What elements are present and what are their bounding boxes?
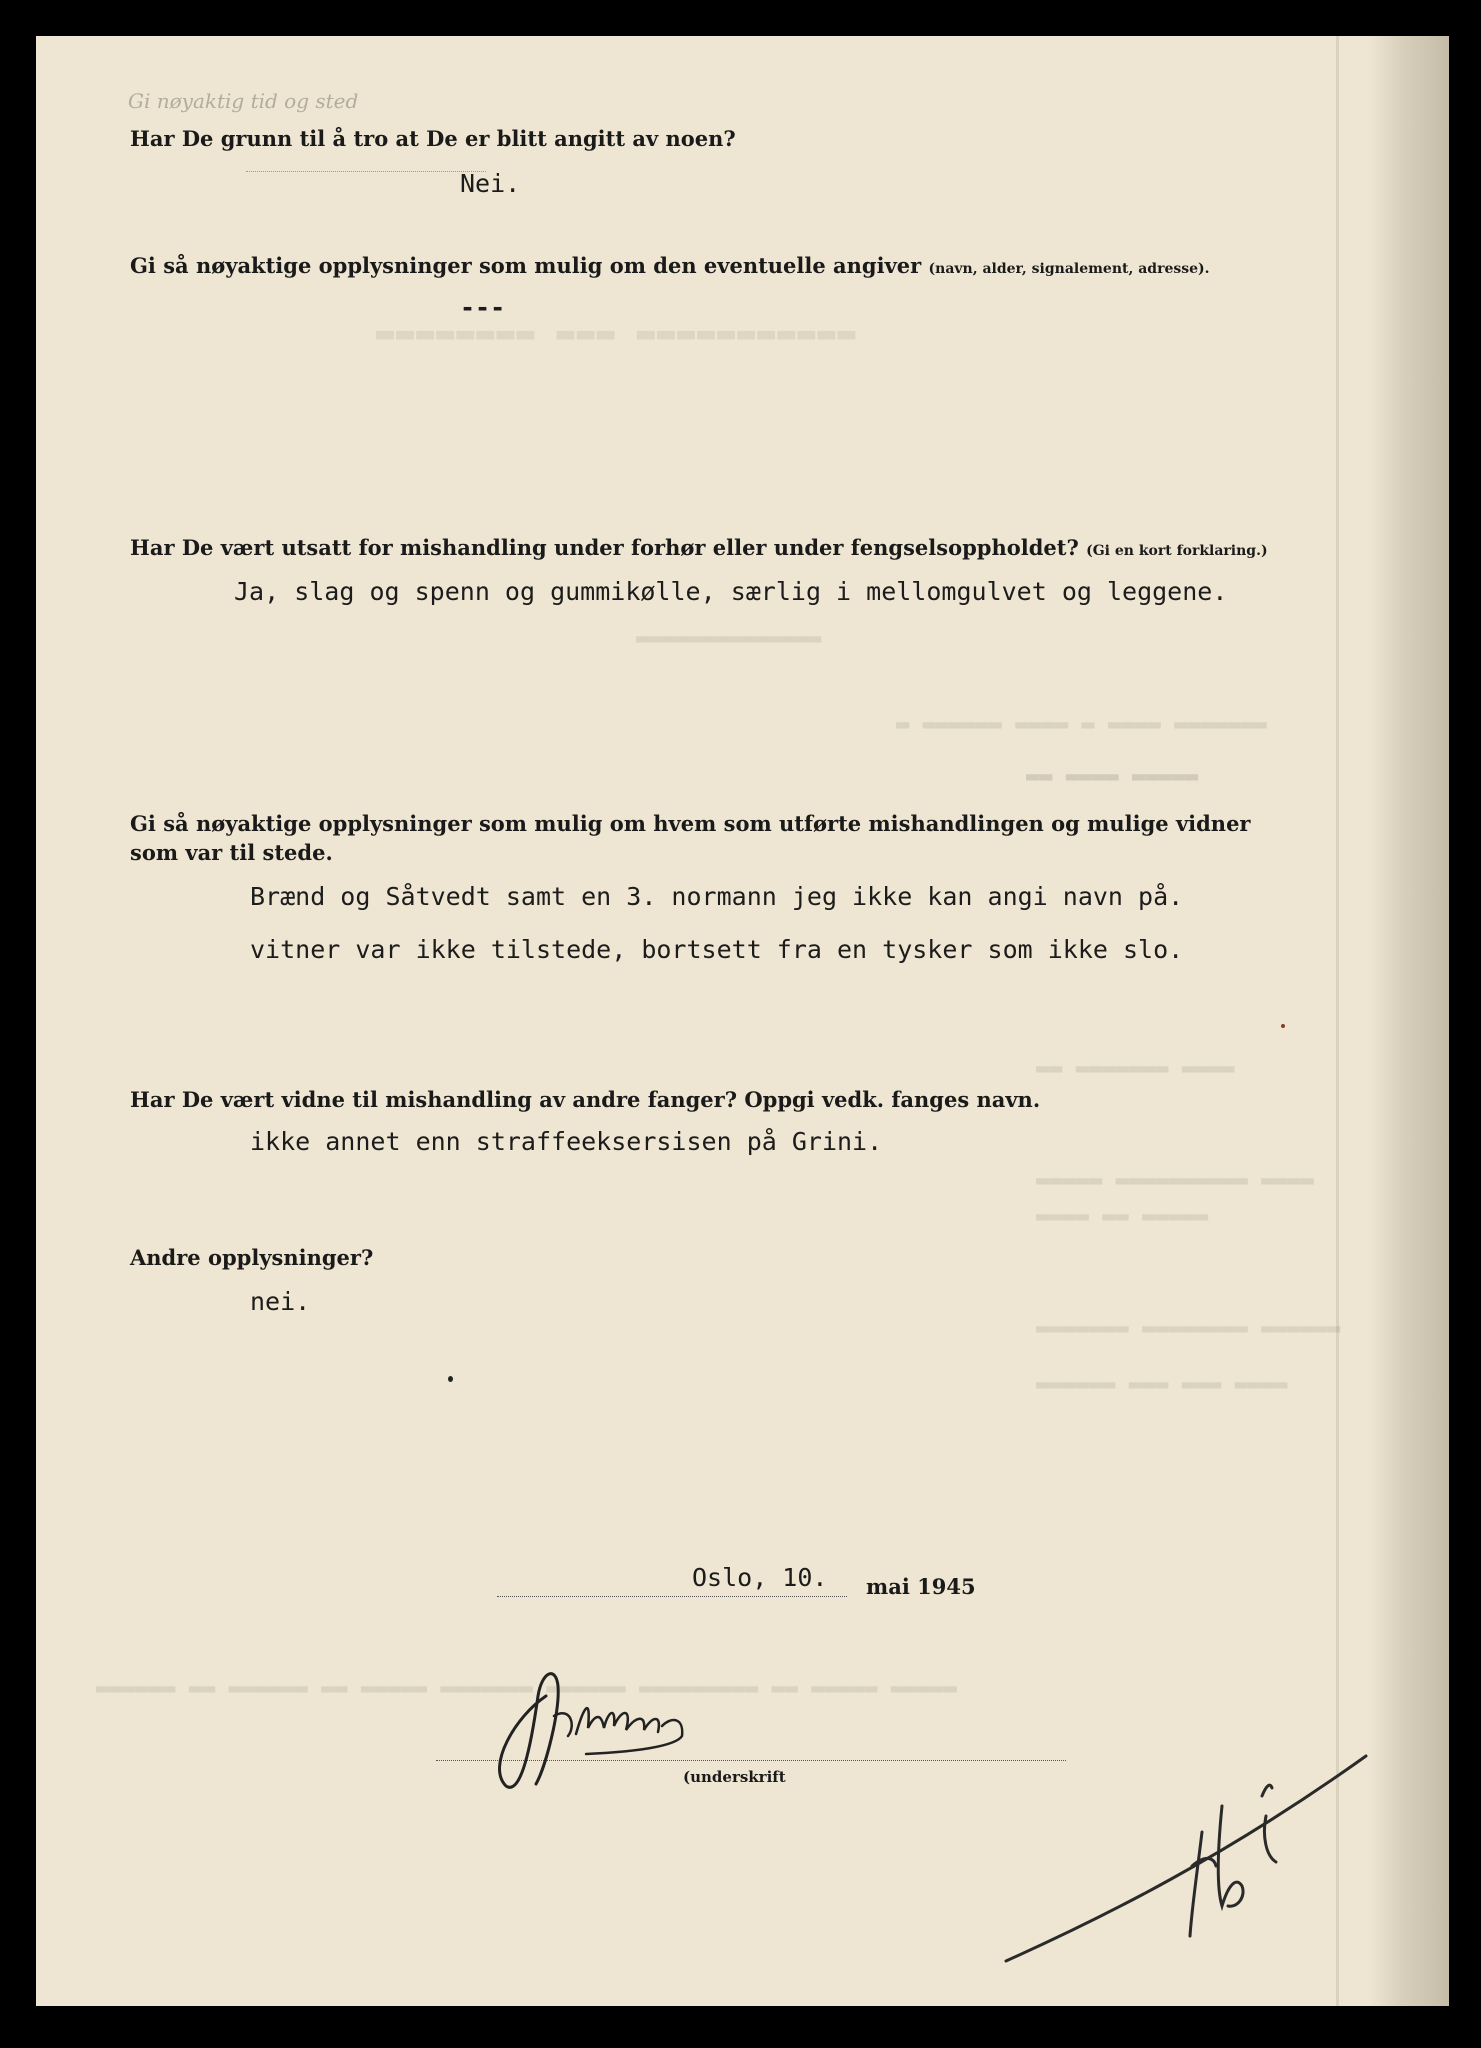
strike-rule [246,171,486,172]
question-perpetrators-line1: Gi så nøyaktige opplysninger som mulig om hvem som utførte mishandlingen og mulige vidner [130,811,1251,836]
question-mistreatment-main: Har De vært utsatt for mishandling under forhør eller under fengselsoppholdet? [130,535,1079,560]
page-fold-shadow [1336,36,1339,2006]
place-date-typed: Oslo, 10. [692,1563,828,1592]
answer-perpetrators-line2: vitner var ikke tilstede, bortsett fra en tysker som ikke slo. [250,935,1184,964]
bleed-through-line: ▬ ▬▬▬▬▬▬ ▬▬▬▬ ▬ ▬▬▬▬ ▬▬▬▬▬▬▬ [896,712,1267,737]
answer-other-info: nei. [250,1287,311,1316]
bleed-through-line: ▬▬ ▬▬▬▬ ▬▬▬▬▬ [1026,764,1199,789]
question-mistreatment-note: (Gi en kort forklaring.) [1086,543,1268,559]
question-other-info: Andre opplysninger? [130,1245,374,1270]
handwritten-signature [476,1656,736,1796]
bleed-through-line: ▬▬ ▬▬▬▬▬▬▬ ▬▬▬▬ [1036,1056,1235,1081]
date-printed: mai 1945 [866,1574,976,1599]
document-page [36,36,1449,2006]
handwritten-initials [966,1736,1386,1976]
bleed-through-heading: ▬▬▬▬▬▬▬▬ ▬▬▬ ▬▬▬▬▬▬▬▬▬▬▬ [376,316,858,351]
page-edge-shadow [1369,36,1449,2006]
question-informer-details [130,252,1210,279]
question-denounced: Har De grunn til å tro at De er blitt angitt av noen? [130,126,736,151]
question-informer-main: Gi så nøyaktige opplysninger som mulig om den eventuelle angiver [130,253,922,278]
question-perpetrators-line2: som var til stede. [130,840,333,865]
bleed-through-line: ▬▬▬▬▬▬ ▬▬ ▬▬▬▬▬▬ ▬▬ ▬▬▬▬▬ ▬▬▬▬▬▬▬ ▬▬▬▬▬▬ ▬▬▬▬▬▬▬▬▬ ▬▬ ▬▬▬▬▬ ▬▬▬▬▬ [96,1676,957,1701]
answer-denounced: Nei. [460,169,521,198]
header-note: Gi nøyaktig tid og sted [128,89,359,113]
answer-witness: ikke annet enn straffeeksersisen på Grini. [250,1127,883,1156]
bleed-through-line: ▬▬▬▬▬▬▬▬▬▬▬▬▬▬ [636,626,822,651]
bleed-through-line: ▬▬▬▬▬▬▬ ▬▬▬▬▬▬▬▬ ▬▬▬▬▬▬ [1036,1316,1341,1341]
question-mistreatment [130,534,1268,561]
ink-speck [448,1376,453,1382]
answer-mistreatment: Ja, slag og spenn og gummikølle, særlig i mellomgulvet og leggene. [234,577,1228,606]
bleed-through-line: ▬▬▬▬▬▬ ▬▬▬ ▬▬▬ ▬▬▬▬ [1036,1372,1288,1397]
ink-speck [1281,1024,1285,1028]
answer-perpetrators-line1: Brænd og Såtvedt samt en 3. normann jeg ikke kan angi navn på. [250,882,1184,911]
answer-informer-details: --- [460,293,506,322]
signature-label: (underskrift [683,1768,786,1786]
bleed-through-line: ▬▬▬▬ ▬▬ ▬▬▬▬▬ [1036,1204,1209,1229]
bleed-through-line: ▬▬▬▬▬ ▬▬▬▬▬▬▬▬▬▬ ▬▬▬▬ [1036,1168,1315,1193]
place-date-line [497,1596,847,1597]
question-informer-note: (navn, alder, signalement, adresse). [928,261,1210,277]
question-witness: Har De vært vidne til mishandling av andre fanger? Oppgi vedk. fanges navn. [130,1087,1041,1112]
